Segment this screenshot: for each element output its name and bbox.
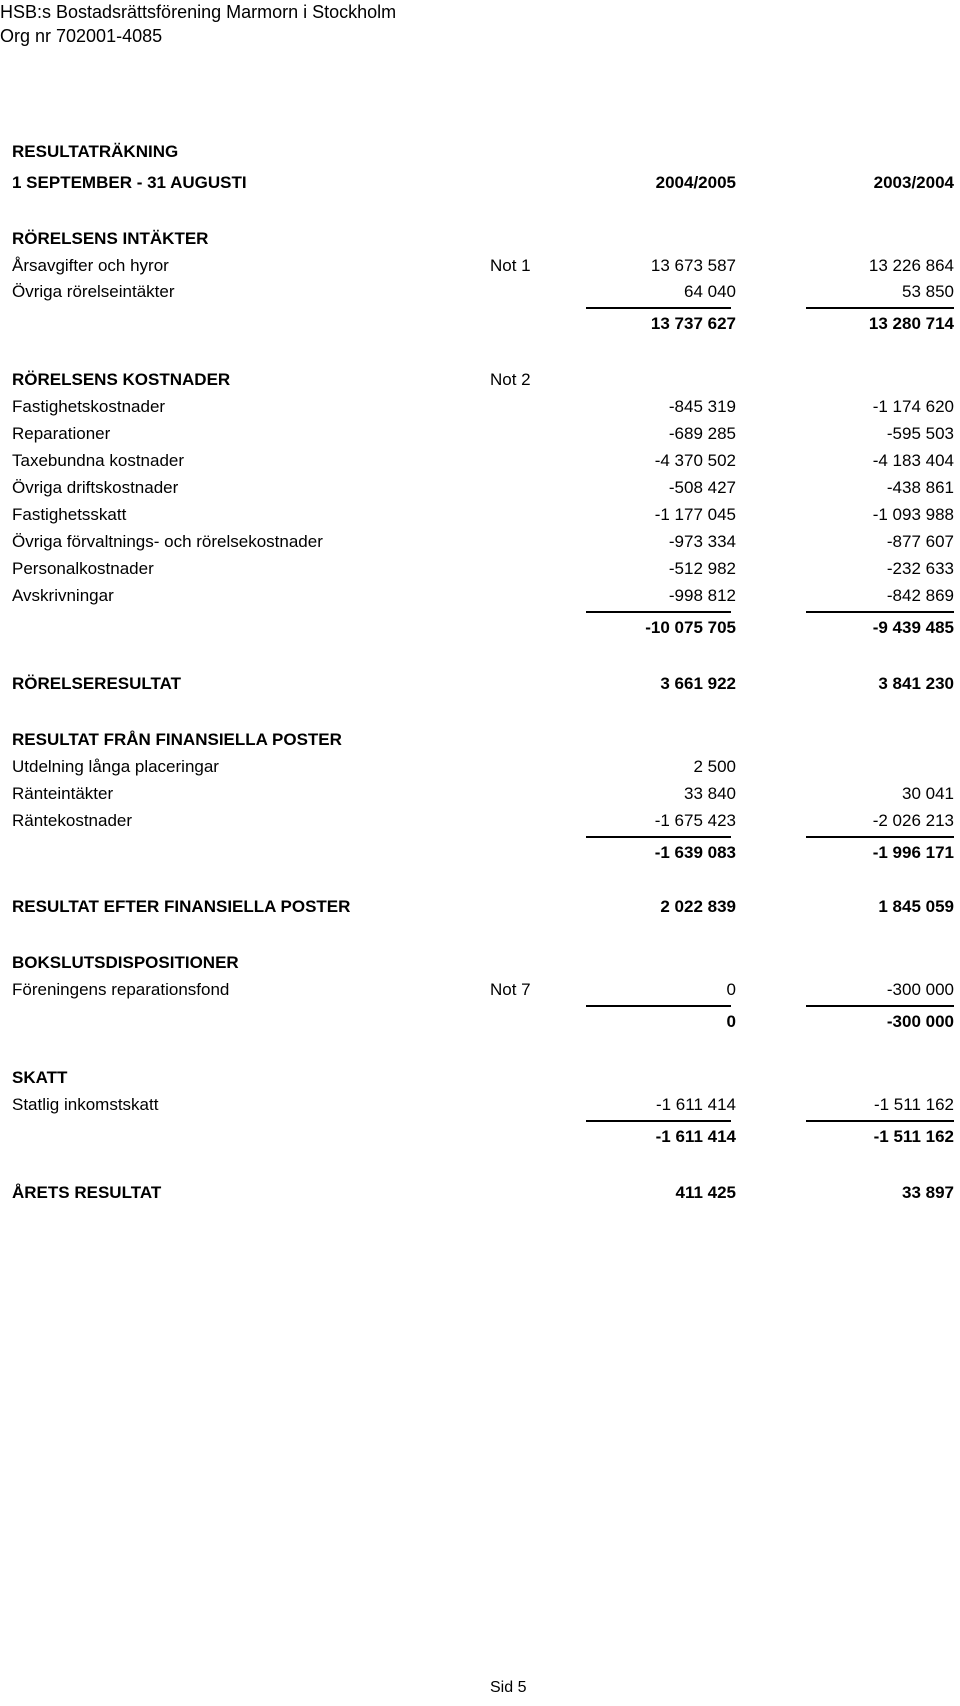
row-value-previous: -842 869: [886, 586, 954, 605]
row-value-current: 2 500: [693, 757, 736, 776]
sum-underline: [586, 836, 731, 838]
table-row: [12, 583, 954, 609]
row-value-previous: 1 845 059: [878, 897, 954, 916]
table-row: [12, 781, 954, 807]
table-row: [12, 394, 954, 420]
row-note: Not 1: [490, 256, 531, 275]
row-value-current: 411 425: [675, 1183, 736, 1202]
row-value-previous: -438 861: [886, 478, 954, 497]
row-value-previous: 3 841 230: [878, 674, 954, 693]
section-heading-text: SKATT: [12, 1068, 68, 1087]
net-result-row: [12, 1180, 954, 1206]
subtotal-row: [12, 615, 954, 641]
row-label: RESULTAT EFTER FINANSIELLA POSTER: [12, 897, 351, 916]
subtotal-current: 0: [726, 1012, 736, 1031]
row-value-previous: -1 093 988: [872, 505, 954, 524]
subtotal-previous: 13 280 714: [868, 314, 954, 333]
section-heading-tax: [12, 1065, 954, 1091]
row-label: Fastighetskostnader: [12, 397, 166, 416]
row-value-previous: 33 897: [902, 1183, 954, 1202]
report-title: RESULTATRÄKNING: [12, 142, 179, 161]
table-row: [12, 502, 954, 528]
row-value-current: -973 334: [668, 532, 736, 551]
subtotal-row: [12, 311, 954, 337]
report-title-row: [12, 139, 954, 165]
table-row: [12, 448, 954, 474]
section-heading-text: RÖRELSENS INTÄKTER: [12, 229, 209, 248]
row-value-previous: -4 183 404: [872, 451, 954, 470]
report-period: 1 SEPTEMBER - 31 AUGUSTI: [12, 173, 247, 192]
row-label: Statlig inkomstskatt: [12, 1095, 159, 1114]
period-row: [12, 170, 954, 196]
table-row: [12, 1092, 954, 1118]
page-number: Sid 5: [490, 1679, 527, 1696]
section-heading-appropriations: [12, 950, 954, 976]
row-value-current: 2 022 839: [660, 897, 736, 916]
sum-underline: [806, 1005, 954, 1007]
section-heading-text: RESULTAT FRÅN FINANSIELLA POSTER: [12, 730, 342, 749]
row-value-previous: 53 850: [902, 282, 954, 301]
row-value-current: -1 675 423: [654, 811, 736, 830]
row-value-current: -1 611 414: [655, 1095, 736, 1114]
section-heading-costs: [12, 367, 954, 393]
sum-underline: [586, 307, 731, 309]
subtotal-previous: -9 439 485: [872, 618, 954, 637]
row-value-previous: -1 511 162: [873, 1095, 954, 1114]
row-value-current: -689 285: [668, 424, 736, 443]
row-label: Övriga rörelseintäkter: [12, 282, 175, 301]
sum-underline: [806, 611, 954, 613]
row-label: Personalkostnader: [12, 559, 154, 578]
subtotal-previous: -300 000: [886, 1012, 954, 1031]
row-label: Utdelning långa placeringar: [12, 757, 219, 776]
subtotal-row: [12, 1124, 954, 1150]
section-heading-income: [12, 226, 954, 252]
row-value-previous: -232 633: [886, 559, 954, 578]
row-note: Not 7: [490, 980, 531, 999]
org-name: HSB:s Bostadsrättsförening Marmorn i Stockholm: [0, 2, 397, 22]
row-value-previous: 30 041: [902, 784, 954, 803]
row-value-current: -1 177 045: [654, 505, 736, 524]
row-value-previous: -2 026 213: [872, 811, 954, 830]
row-label: Övriga förvaltnings- och rörelsekostnader: [12, 532, 323, 551]
row-value-current: -508 427: [668, 478, 736, 497]
sum-underline: [806, 307, 954, 309]
row-label: Föreningens reparationsfond: [12, 980, 230, 999]
row-value-current: -512 982: [668, 559, 736, 578]
subtotal-row: [12, 1009, 954, 1035]
row-note: Not 2: [490, 370, 531, 389]
row-label: Årsavgifter och hyror: [12, 256, 169, 275]
row-value-current: -998 812: [668, 586, 736, 605]
sum-underline: [806, 836, 954, 838]
subtotal-previous: -1 996 171: [872, 843, 954, 862]
subtotal-current: -10 075 705: [645, 618, 736, 637]
section-heading-financial: [12, 727, 954, 753]
column-header-current-year: 2004/2005: [655, 173, 736, 192]
row-value-previous: -1 174 620: [872, 397, 954, 416]
row-value-previous: -595 503: [886, 424, 954, 443]
row-label: Övriga driftskostnader: [12, 478, 179, 497]
row-value-current: 33 840: [684, 784, 736, 803]
row-value-current: 64 040: [684, 282, 736, 301]
row-label: Räntekostnader: [12, 811, 133, 830]
row-label: Reparationer: [12, 424, 111, 443]
row-label: Fastighetsskatt: [12, 505, 127, 524]
table-row: [12, 754, 954, 780]
section-heading-text: BOKSLUTSDISPOSITIONER: [12, 953, 239, 972]
row-value-previous: -877 607: [886, 532, 954, 551]
row-value-current: -845 319: [668, 397, 736, 416]
table-row: [12, 808, 954, 834]
section-heading-text: RÖRELSENS KOSTNADER: [12, 370, 231, 389]
row-label: Avskrivningar: [12, 586, 114, 605]
table-row: [12, 977, 954, 1003]
row-value-previous: -300 000: [886, 980, 954, 999]
table-row: [12, 279, 954, 305]
operating-result-row: [12, 671, 954, 697]
table-row: [12, 475, 954, 501]
subtotal-row: [12, 840, 954, 866]
column-header-previous-year: 2003/2004: [873, 173, 954, 192]
row-label: ÅRETS RESULTAT: [12, 1183, 162, 1202]
org-number: Org nr 702001-4085: [0, 26, 163, 46]
table-row: [12, 421, 954, 447]
table-row: [12, 253, 954, 279]
row-value-current: 13 673 587: [650, 256, 736, 275]
sum-underline: [586, 1120, 731, 1122]
sum-underline: [806, 1120, 954, 1122]
row-label: Taxebundna kostnader: [12, 451, 185, 470]
result-after-financial-row: [12, 894, 954, 920]
subtotal-current: 13 737 627: [650, 314, 736, 333]
row-label: Ränteintäkter: [12, 784, 114, 803]
row-label: RÖRELSERESULTAT: [12, 674, 182, 693]
row-value-current: 3 661 922: [660, 674, 736, 693]
subtotal-current: -1 639 083: [654, 843, 736, 862]
row-value-current: -4 370 502: [654, 451, 736, 470]
row-value-current: 0: [726, 980, 736, 999]
sum-underline: [586, 611, 731, 613]
subtotal-previous: -1 511 162: [873, 1127, 954, 1146]
row-value-previous: 13 226 864: [868, 256, 954, 275]
table-row: [12, 529, 954, 555]
sum-underline: [586, 1005, 731, 1007]
table-row: [12, 556, 954, 582]
subtotal-current: -1 611 414: [655, 1127, 736, 1146]
